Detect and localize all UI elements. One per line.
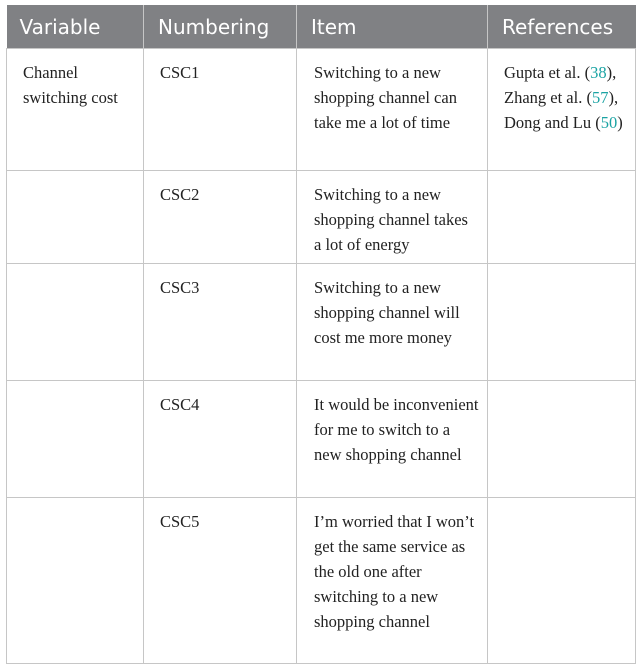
cell-references (488, 498, 636, 664)
header-variable: Variable (7, 5, 144, 49)
ref-text: ), Dong and Lu ( (504, 88, 619, 132)
table-row (7, 171, 636, 264)
cell-numbering: CSC2 (144, 171, 297, 264)
reference-link-50[interactable]: 50 (600, 113, 618, 132)
cell-item: Switching to a new shopping channel can take me a lot of time (297, 49, 488, 171)
cell-numbering: CSC3 (144, 264, 297, 381)
cell-item: I’m worried that I won’t get the same service as the old one after switching to a new shopping channel (297, 498, 488, 664)
cell-item: It would be inconvenient for me to switch to a new shopping channel (297, 381, 488, 498)
variables-table (6, 5, 636, 664)
cell-variable (7, 264, 144, 381)
cell-numbering: CSC1 (144, 49, 297, 171)
cell-variable: Channel switching cost (7, 49, 144, 171)
table-row (7, 498, 636, 664)
cell-references (488, 49, 636, 171)
ref-text: ), Zhang et al. ( (504, 63, 617, 107)
table-row (7, 264, 636, 381)
cell-variable (7, 381, 144, 498)
ref-text: Gupta et al. ( (504, 63, 591, 82)
cell-numbering: CSC4 (144, 381, 297, 498)
table-row (7, 381, 636, 498)
cell-variable (7, 498, 144, 664)
cell-references (488, 171, 636, 264)
header-references: References (488, 5, 636, 49)
cell-item: Switching to a new shopping channel will cost me more money (297, 264, 488, 381)
table-row (7, 49, 636, 171)
ref-text: ) (617, 113, 623, 132)
header-row (7, 5, 636, 49)
cell-numbering: CSC5 (144, 498, 297, 664)
reference-link-38[interactable]: 38 (590, 63, 607, 82)
cell-variable (7, 171, 144, 264)
cell-references (488, 381, 636, 498)
reference-link-57[interactable]: 57 (591, 88, 609, 107)
header-numbering: Numbering (144, 5, 297, 49)
cell-references (488, 264, 636, 381)
header-item: Item (297, 5, 488, 49)
cell-item: Switching to a new shopping channel takes a lot of energy (297, 171, 488, 264)
